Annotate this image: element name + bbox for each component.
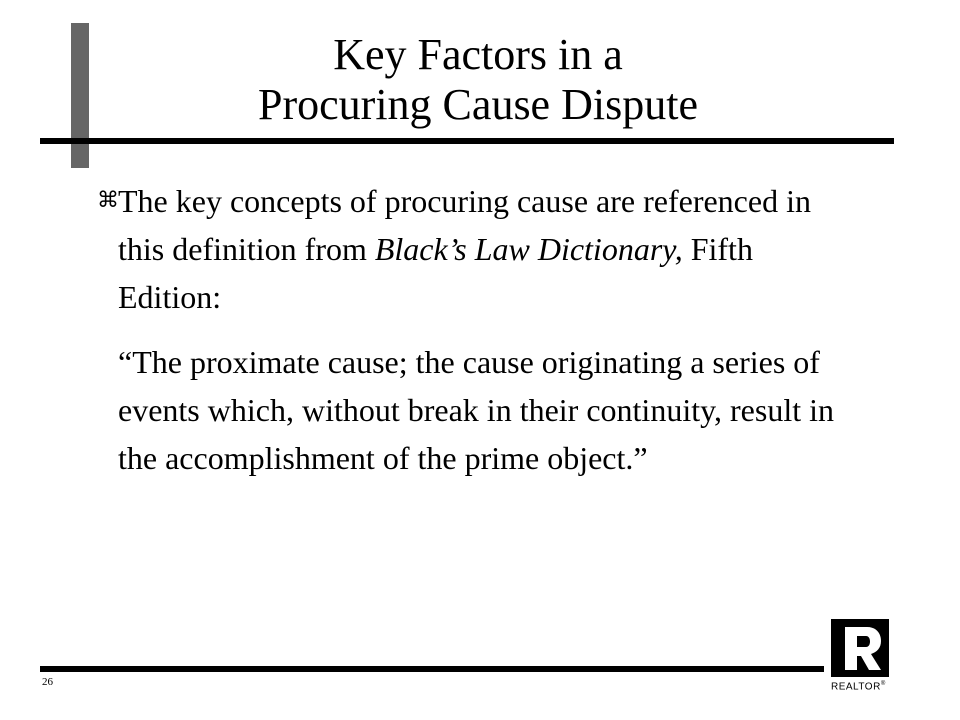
bullet-text-book-title: Black’s Law Dictionary, xyxy=(374,231,683,267)
registered-mark: ® xyxy=(880,681,886,687)
slide-number: 26 xyxy=(42,676,53,688)
definition-quote xyxy=(97,338,857,482)
title-line-2: Procuring Cause Dispute xyxy=(258,80,698,129)
realtor-logo-text xyxy=(831,678,895,693)
title-accent-bar xyxy=(71,23,89,168)
realtor-logo xyxy=(831,619,889,693)
quote-text: “The proximate cause; the cause originating a series of events which, without break in their continuity, result in the accomplishment of the prime object.” xyxy=(118,344,834,476)
slide-title xyxy=(90,30,866,130)
realtor-logo-block xyxy=(831,619,889,677)
bullet-marker-icon: ⌘ xyxy=(97,188,119,213)
bullet-text xyxy=(97,177,857,321)
footer-rule xyxy=(40,666,824,672)
realtor-r-icon xyxy=(831,619,889,677)
bullet-text-edition: Fifth Edition: xyxy=(118,231,753,315)
title-line-1: Key Factors in a xyxy=(333,30,623,79)
bullet-point xyxy=(97,177,857,321)
bullet-text-intro: The key concepts of procuring cause are referenced in this definition from xyxy=(118,183,811,267)
realtor-logo-name: REALTOR xyxy=(831,681,881,693)
title-underline-rule xyxy=(40,138,894,144)
